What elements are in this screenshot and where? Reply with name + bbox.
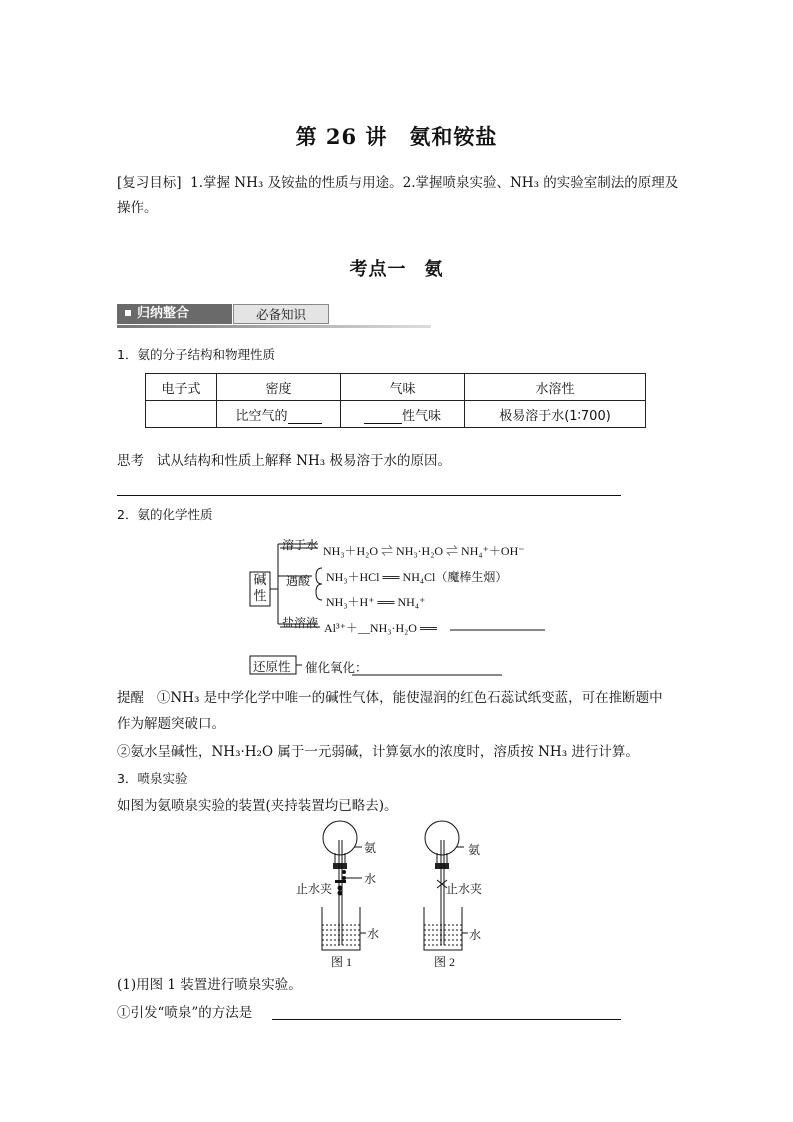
section-name: 氨 <box>424 259 444 280</box>
reduce-text: 催化氧化： <box>305 661 368 675</box>
fig2-caption: 图 2 <box>434 955 456 969</box>
cell-solubility: 极易溶于水(1∶700) <box>465 401 646 428</box>
fig2-water-bottom-label: 水 <box>469 928 482 942</box>
tip-line3: ②氨水呈碱性，NH₃·H₂O 属于一元弱碱，计算氨水的浓度时，溶质按 NH₃ 进行计算。 <box>117 744 639 760</box>
page-title <box>0 121 793 151</box>
think-question <box>117 449 451 474</box>
fig2-gas-label: 氨 <box>468 843 481 857</box>
density-blank[interactable] <box>288 409 322 424</box>
stopper <box>435 863 449 869</box>
eq-h: NH₃＋H⁺ ══ NH₄⁺ <box>326 595 426 609</box>
acid-bracket <box>316 568 322 600</box>
flask <box>323 821 357 855</box>
tip-label: 提醒 <box>117 690 144 706</box>
cell-electron <box>146 401 217 428</box>
answer-line-think[interactable] <box>117 495 621 496</box>
fig1-water-bottom-label: 水 <box>367 927 380 941</box>
header-electron: 电子式 <box>146 374 217 401</box>
think-label: 思考 <box>117 453 144 469</box>
banner-secondary: 必备知识 <box>233 304 329 324</box>
review-goals-line1 <box>117 171 678 196</box>
beaker <box>424 907 462 950</box>
basic-label: 碱性 <box>253 573 267 604</box>
review-text: 1.掌握 NH₃ 及铵盐的性质与用途。2.掌握喷泉实验、NH₃ 的实验室制法的原理及 <box>190 175 679 191</box>
header-density: 密度 <box>217 374 341 401</box>
item3-intro: 如图为氨喷泉实验的装置(夹持装置均已略去)。 <box>117 798 398 814</box>
banner-rule <box>117 325 431 328</box>
review-goals-line2: 操作。 <box>117 200 158 216</box>
header-solubility: 水溶性 <box>465 374 646 401</box>
clamp <box>335 880 346 883</box>
header-odor: 气味 <box>341 374 465 401</box>
branch-salt: 盐溶液 <box>282 616 319 630</box>
item2-heading: 2．氨的化学性质 <box>117 507 213 522</box>
tip-line2: 作为解题突破口。 <box>117 716 225 732</box>
square-icon <box>125 310 131 316</box>
question-1a: ①引发“喷泉”的方法是 <box>117 1005 253 1021</box>
section-title <box>0 255 793 281</box>
tip1-text: ①NH₃ 是中学化学中唯一的碱性气体，能使湿润的红色石蕊试纸变蓝，可在推断题中 <box>156 690 663 706</box>
question-1: (1)用图 1 装置进行喷泉实验。 <box>117 977 302 993</box>
lecture-number: 第 26 讲 <box>295 124 388 149</box>
cell-density: 比空气的 <box>217 401 341 428</box>
think-text: 试从结构和性质上解释 NH₃ 极易溶于水的原因。 <box>156 453 451 469</box>
fig1-water-top-label: 水 <box>364 872 377 886</box>
branch-acid: 遇酸 <box>286 574 311 588</box>
fig1-clamp-label: 止水夹 <box>296 882 333 896</box>
flask <box>425 821 459 855</box>
table-row <box>146 401 646 428</box>
fig1-caption: 图 1 <box>331 955 353 969</box>
eq-hcl: NH₃＋HCl ══ NH₄Cl（魔棒生烟） <box>326 570 508 584</box>
tip-line1 <box>117 686 663 711</box>
cell-odor: 性气味 <box>341 401 465 428</box>
review-label: [复习目标] <box>117 175 182 191</box>
section-number: 考点一 <box>349 259 407 280</box>
eq-water: NH₃＋H₂O ⇌ NH₃·H₂O ⇌ NH₄⁺＋OH⁻ <box>323 544 525 558</box>
section-banner <box>117 304 431 326</box>
fig1-gas-label: 氨 <box>364 841 377 855</box>
stopper <box>333 863 347 869</box>
reduce-label: 还原性 <box>253 660 291 674</box>
properties-table <box>145 373 646 428</box>
fig2-clamp-label: 止水夹 <box>446 882 483 896</box>
eq-salt: Al³⁺＋__NH₃·H₂O ══ <box>324 621 437 635</box>
lecture-topic: 氨和铵盐 <box>409 124 498 149</box>
branch-water: 溶于水 <box>282 538 319 552</box>
answer-line-q1a[interactable] <box>272 1019 621 1020</box>
item1-heading: 1．氨的分子结构和物理性质 <box>117 347 275 362</box>
odor-blank[interactable] <box>364 409 402 424</box>
beaker <box>322 907 360 950</box>
table-header-row <box>146 374 646 401</box>
banner-primary: 归纳整合 <box>117 304 232 324</box>
item3-heading: 3．喷泉实验 <box>117 771 188 786</box>
